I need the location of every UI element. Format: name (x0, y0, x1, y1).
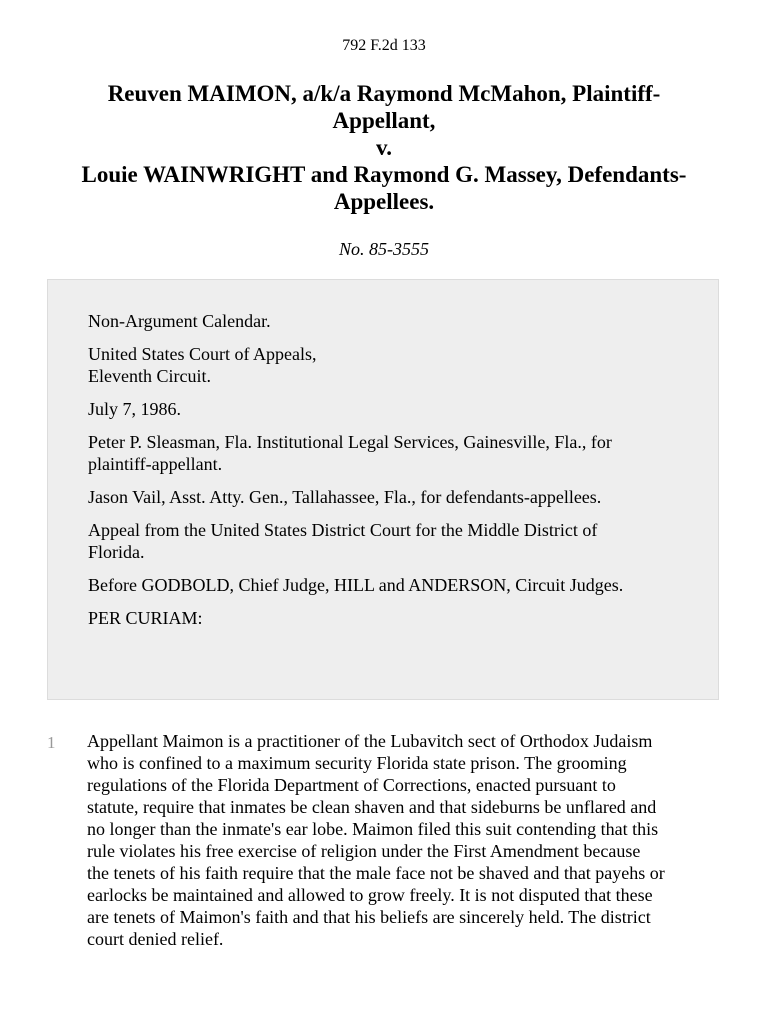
defendant-role-line: Appellees. (333, 189, 435, 214)
paragraph-line: who is confined to a maximum security Florida state prison. The grooming (87, 753, 627, 773)
appeal-source (88, 519, 678, 563)
paragraph-line: are tenets of Maimon's faith and that his beliefs are sincerely held. The district (87, 907, 651, 927)
per-curiam-heading: PER CURIAM: (88, 608, 203, 628)
court-name-line1: United States Court of Appeals, (88, 344, 317, 364)
decision-date: July 7, 1986. (88, 399, 182, 419)
paragraph-line: rule violates his free exercise of religion under the First Amendment because (87, 841, 641, 861)
paragraph-line: the tenets of his faith require that the male face not be shaved and that payehs or (87, 863, 665, 883)
counsel-plaintiff-line2: plaintiff-appellant. (88, 454, 223, 474)
defendant-name-line: Louie WAINWRIGHT and Raymond G. Massey, Defendants- (81, 162, 687, 187)
paragraph-line: earlocks be maintained and allowed to grow freely. It is not disputed that these (87, 885, 653, 905)
judges-panel: Before GODBOLD, Chief Judge, HILL and ANDERSON, Circuit Judges. (88, 575, 624, 595)
case-info-box (47, 279, 719, 700)
calendar-note: Non-Argument Calendar. (88, 311, 271, 331)
court-name-line2: Eleventh Circuit. (88, 366, 211, 386)
plaintiff-role-line: Appellant, (332, 108, 436, 133)
versus-label: v. (376, 135, 392, 160)
paragraph-text (87, 730, 737, 950)
plaintiff-name-line: Reuven MAIMON, a/k/a Raymond McMahon, Plaintiff- (107, 81, 661, 106)
case-caption (40, 80, 728, 215)
paragraph-line: statute, require that inmates be clean shaven and that sideburns be unflared and (87, 797, 657, 817)
paragraph-line: regulations of the Florida Department of Corrections, enacted pursuant to (87, 775, 616, 795)
docket-number: No. 85-3555 (339, 239, 429, 259)
counsel-plaintiff (88, 431, 678, 475)
appeal-source-line1: Appeal from the United States District Court for the Middle District of (88, 520, 598, 540)
paragraph-number[interactable]: 1 (47, 733, 56, 752)
case-citation: 792 F.2d 133 (342, 37, 426, 54)
counsel-defendant: Jason Vail, Asst. Atty. Gen., Tallahassee, Fla., for defendants-appellees. (88, 487, 602, 507)
paragraph-line: no longer than the inmate's ear lobe. Maimon filed this suit contending that this (87, 819, 659, 839)
appeal-source-line2: Florida. (88, 542, 145, 562)
paragraph-line: court denied relief. (87, 929, 224, 949)
court-name (88, 343, 678, 387)
counsel-plaintiff-line1: Peter P. Sleasman, Fla. Institutional Legal Services, Gainesville, Fla., for (88, 432, 612, 452)
paragraph-line: Appellant Maimon is a practitioner of the Lubavitch sect of Orthodox Judaism (87, 731, 653, 751)
